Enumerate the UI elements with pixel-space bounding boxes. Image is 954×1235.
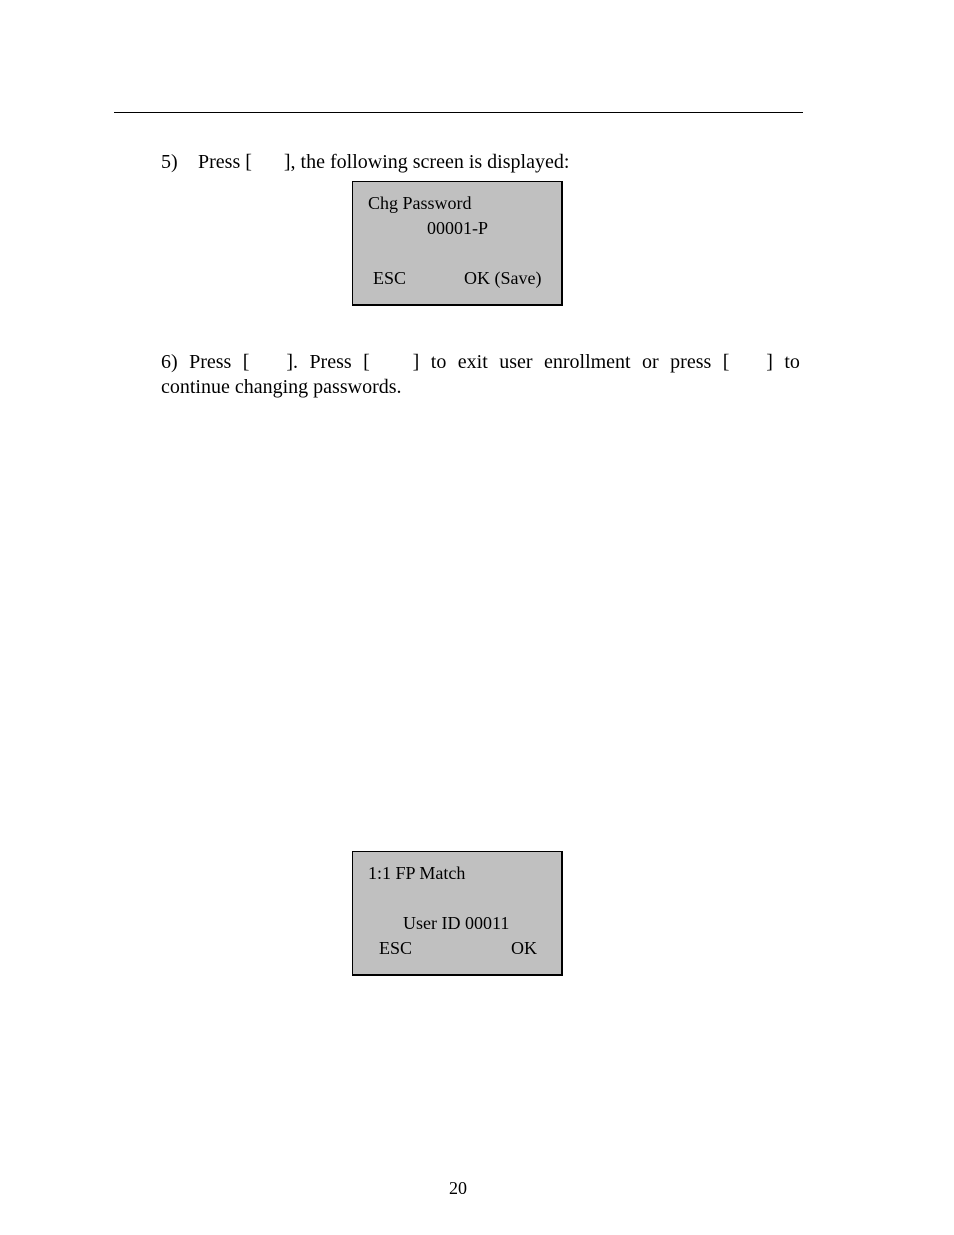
lcd-value: 00001-P xyxy=(427,218,489,238)
key-placeholder xyxy=(381,350,401,375)
lcd-title: Chg Password xyxy=(368,193,472,213)
step-5-press: Press [ xyxy=(198,151,252,173)
step-6-word: press xyxy=(670,351,712,373)
step-6-word: ] xyxy=(412,351,420,373)
header-rule xyxy=(114,112,803,113)
step-6 xyxy=(161,350,800,400)
step-6-word: [ xyxy=(242,351,250,373)
step-5 xyxy=(161,150,569,175)
step-6-line-2: continue changing passwords. xyxy=(161,376,402,398)
step-6-word: user xyxy=(499,351,533,373)
step-6-word: Press xyxy=(189,351,232,373)
lcd-screen-fp-match xyxy=(352,851,563,976)
step-6-word: to xyxy=(430,351,447,373)
key-placeholder xyxy=(741,350,755,375)
step-5-text: ], the following screen is displayed: xyxy=(283,151,570,173)
step-6-word: or xyxy=(642,351,659,373)
lcd-screen-chg-password xyxy=(352,181,563,306)
step-6-word: exit xyxy=(457,351,488,373)
step-6-word: to xyxy=(784,351,800,373)
step-6-word: enrollment xyxy=(543,351,631,373)
step-6-word: ]. xyxy=(286,351,298,373)
step-5-number: 5) xyxy=(161,151,178,173)
step-6-word: ] xyxy=(766,351,773,373)
lcd-value: User ID 00011 xyxy=(403,913,510,933)
step-6-word: [ xyxy=(722,351,730,373)
step-6-word: Press xyxy=(309,351,352,373)
lcd-esc-label: ESC xyxy=(373,268,407,288)
step-6-number: 6) xyxy=(161,351,178,373)
lcd-ok-label: OK (Save) xyxy=(464,268,542,288)
step-6-word: [ xyxy=(363,351,370,373)
key-placeholder xyxy=(261,350,275,375)
lcd-esc-label: ESC xyxy=(379,938,413,958)
key-placeholder xyxy=(252,150,284,175)
lcd-ok-label: OK xyxy=(511,938,537,958)
lcd-title: 1:1 FP Match xyxy=(368,863,466,883)
page-number: 20 xyxy=(449,1178,467,1198)
